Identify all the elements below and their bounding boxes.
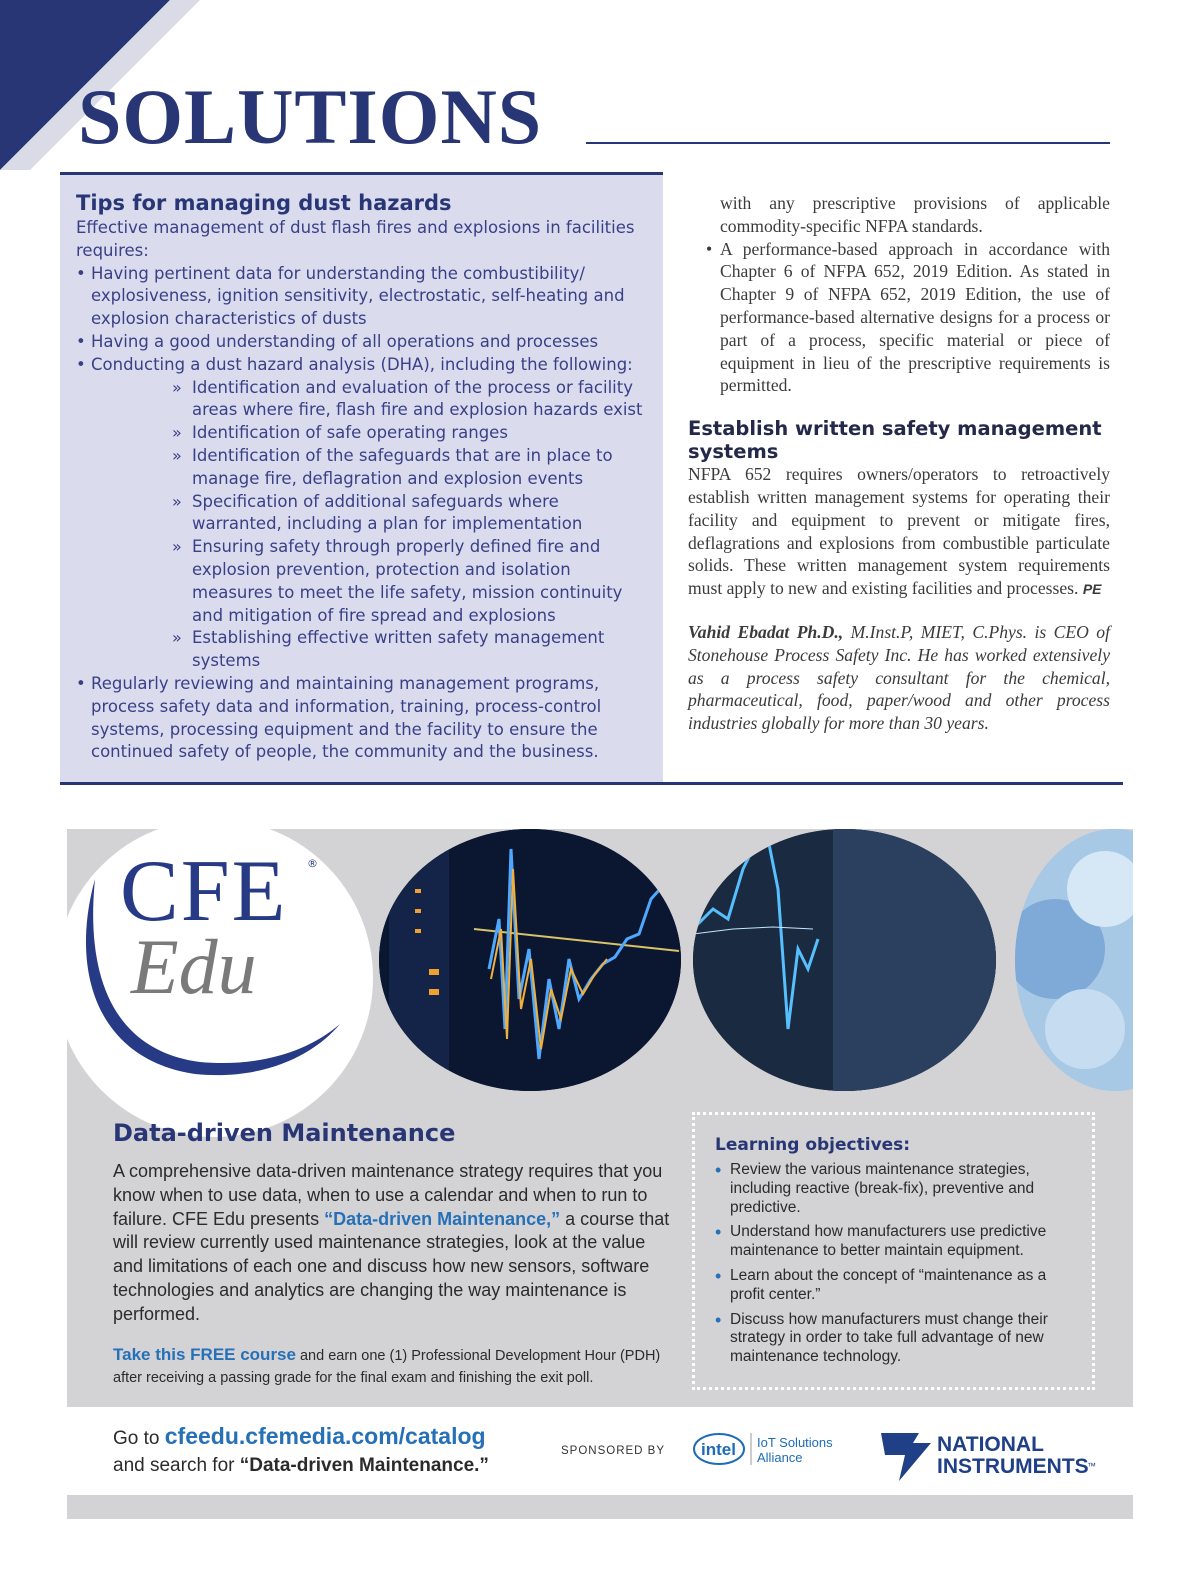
- author-bio-text: M.Inst.P, MIET, C.Phys. is CEO of Stonehouse Process Safety Inc. He has worked extensively as a process safety consultant for the chemical, pharmaceutical, food, paper/wood and other process industries globally for more than 30 years.: [688, 621, 1110, 734]
- tips-item: • Regularly reviewing and maintaining management programs, process safety data and information, training, process-control systems, processing equipment and the facility to ensure the continued safety of people, the community and the business.: [76, 673, 649, 764]
- intel-mark-text: intel: [701, 1440, 736, 1459]
- objectives-list: [715, 1161, 1080, 1367]
- goto-prefix: Go to: [113, 1428, 165, 1449]
- tips-item: [76, 354, 649, 673]
- author-name: Vahid Ebadat Ph.D.,: [688, 621, 844, 642]
- tips-heading: Tips for managing dust hazards: [76, 191, 452, 215]
- tips-sub-item-text: Identification of safe operating ranges: [192, 423, 508, 443]
- stock-chart-photo: [379, 829, 681, 1091]
- double-chevron-icon: »: [172, 537, 182, 557]
- cfe-edu-logo: [67, 829, 373, 1137]
- article-subheading: Establish written safety management systems: [688, 417, 1102, 464]
- cfe-edu-ad[interactable]: [67, 829, 1133, 1407]
- title-rule: [586, 142, 1110, 144]
- ad-title: Data-driven Maintenance: [113, 1119, 456, 1147]
- blue-abstract-photo: [1015, 829, 1133, 1091]
- tips-sub-list: [91, 377, 649, 673]
- tips-item: • Having pertinent data for understanding the combustibility/ explosiveness, ignition sensitivity, electrostatic, self-heating and explosion characteristics of dusts: [76, 263, 649, 331]
- article-column: [688, 192, 1110, 735]
- tips-sub-item-text: Identification and evaluation of the process or facility areas where fire, flash fire and explosion hazards exist: [192, 377, 643, 420]
- logo-edu-text: Edu: [131, 923, 257, 1010]
- double-chevron-icon: »: [172, 445, 182, 465]
- article-end-rule: [60, 782, 1123, 785]
- tips-list: [76, 263, 649, 765]
- intel-line2-text: Alliance: [757, 1450, 803, 1465]
- author-bio: [688, 621, 1110, 735]
- ad-body-text: a course that will review currently used maintenance strategies, look at the value and limitations of each one and discuss how new sensors, software technologies and analytics are changing the way maintenance is performed.: [113, 1208, 670, 1324]
- tips-item: • Having a good understanding of all operations and processes: [76, 331, 649, 354]
- ad-bottom-bar: [67, 1495, 1133, 1519]
- stock-chart-illustration: [379, 829, 681, 1091]
- article-bullet-text: A performance-based approach in accordance with Chapter 6 of NFPA 652, 2019 Edition. As stated in Chapter 9 of NFPA 652, 2019 Edition, the use of performance-based alternative designs for a process or part of a process, specific material or piece of equipment in lieu of the prescriptive requirements is permitted.: [720, 238, 1110, 396]
- search-prefix: and search for: [113, 1455, 240, 1476]
- objective-item: • Learn about the concept of “maintenance as a profit center.”: [715, 1267, 1080, 1305]
- course-name-link[interactable]: “Data-driven Maintenance,”: [324, 1208, 561, 1229]
- objectives-heading: Learning objectives:: [715, 1135, 911, 1155]
- intel-iot-logo: [693, 1427, 843, 1471]
- trading-chart-photo: [693, 829, 996, 1091]
- double-chevron-icon: »: [172, 491, 182, 511]
- sponsored-by-label: SPONSORED BY: [561, 1445, 666, 1457]
- intel-line1-text: IoT Solutions: [757, 1435, 833, 1450]
- tips-sub-item: [172, 627, 649, 673]
- blue-abstract-illustration: [1015, 829, 1133, 1091]
- tips-sidebar: [60, 172, 663, 782]
- ad-body: [113, 1160, 673, 1327]
- double-chevron-icon: »: [172, 423, 182, 443]
- end-mark-icon: PE: [1082, 581, 1102, 598]
- logo-cfe-text: CFE: [120, 843, 288, 940]
- goto-text: [113, 1423, 489, 1479]
- objective-item: • Review the various maintenance strategies, including reactive (break-fix), preventive and predictive.: [715, 1161, 1080, 1217]
- double-chevron-icon: »: [172, 628, 182, 648]
- tips-sub-item: [172, 445, 649, 491]
- article-body-text: NFPA 652 requires owners/operators to retroactively establish written management systems for operating their facility and equipment to prevent or mitigate fires, deflagrations and explosions from combustible particulate solids. These written management system requirements must apply to new and existing facilities and processes.: [688, 464, 1110, 599]
- bullet-icon: •: [706, 238, 713, 259]
- tips-sub-item: [172, 536, 649, 627]
- tips-sub-item: [172, 377, 649, 423]
- article-body: [688, 463, 1110, 601]
- learning-objectives-box: [692, 1112, 1095, 1390]
- tips-sub-item-text: Specification of additional safeguards where warranted, including a plan for implementation: [192, 491, 583, 534]
- article-continued-text: with any prescriptive provisions of applicable commodity-specific NFPA standards.: [720, 193, 1110, 236]
- objective-item: • Discuss how manufacturers must change their strategy in order to take full advantage of new maintenance technology.: [715, 1311, 1080, 1367]
- registered-mark: ®: [307, 857, 318, 870]
- tips-sub-item: [172, 491, 649, 537]
- ni-line2-text: INSTRUMENTS: [937, 1455, 1089, 1478]
- tips-item-text: Conducting a dust hazard analysis (DHA), including the following:: [91, 354, 633, 374]
- double-chevron-icon: »: [172, 377, 182, 397]
- catalog-url-link[interactable]: cfeedu.cfemedia.com/catalog: [164, 1423, 486, 1449]
- free-course-line: [113, 1344, 673, 1389]
- ad-body-text: A comprehensive data-driven maintenance strategy requires that you know when to use data, when to use a calendar and when to run to failure. CFE Edu presents: [113, 1161, 663, 1229]
- ni-tm-text: ™: [1087, 1461, 1096, 1471]
- article-bullet: [688, 238, 1110, 398]
- objective-item: • Understand how manufacturers use predictive maintenance to better maintain equipment.: [715, 1223, 1080, 1261]
- section-title: SOLUTIONS: [78, 73, 543, 160]
- ni-line1-text: NATIONAL: [937, 1433, 1044, 1456]
- ad-footer: [67, 1407, 1133, 1495]
- tips-sub-item-text: Establishing effective written safety management systems: [192, 628, 605, 671]
- free-course-link[interactable]: Take this FREE course: [113, 1345, 296, 1364]
- free-course-text: and earn one (1) Professional Development Hour (PDH) after receiving a passing grade for the final exam and finishing the exit poll.: [113, 1348, 661, 1386]
- trading-chart-illustration: [693, 829, 996, 1091]
- national-instruments-logo: [879, 1425, 1109, 1485]
- tips-intro: Effective management of dust flash fires and explosions in facilities requires:: [76, 218, 635, 260]
- tips-sub-item-text: Ensuring safety through properly defined fire and explosion prevention, protection and isolation measures to meet the life safety, mission continuity and mitigation of fire spread and explosions: [192, 537, 623, 625]
- search-term: “Data-driven Maintenance.”: [239, 1455, 489, 1476]
- tips-sub-item: [172, 422, 649, 445]
- tips-sub-item-text: Identification of the safeguards that are in place to manage fire, deflagration and explosion events: [192, 445, 613, 488]
